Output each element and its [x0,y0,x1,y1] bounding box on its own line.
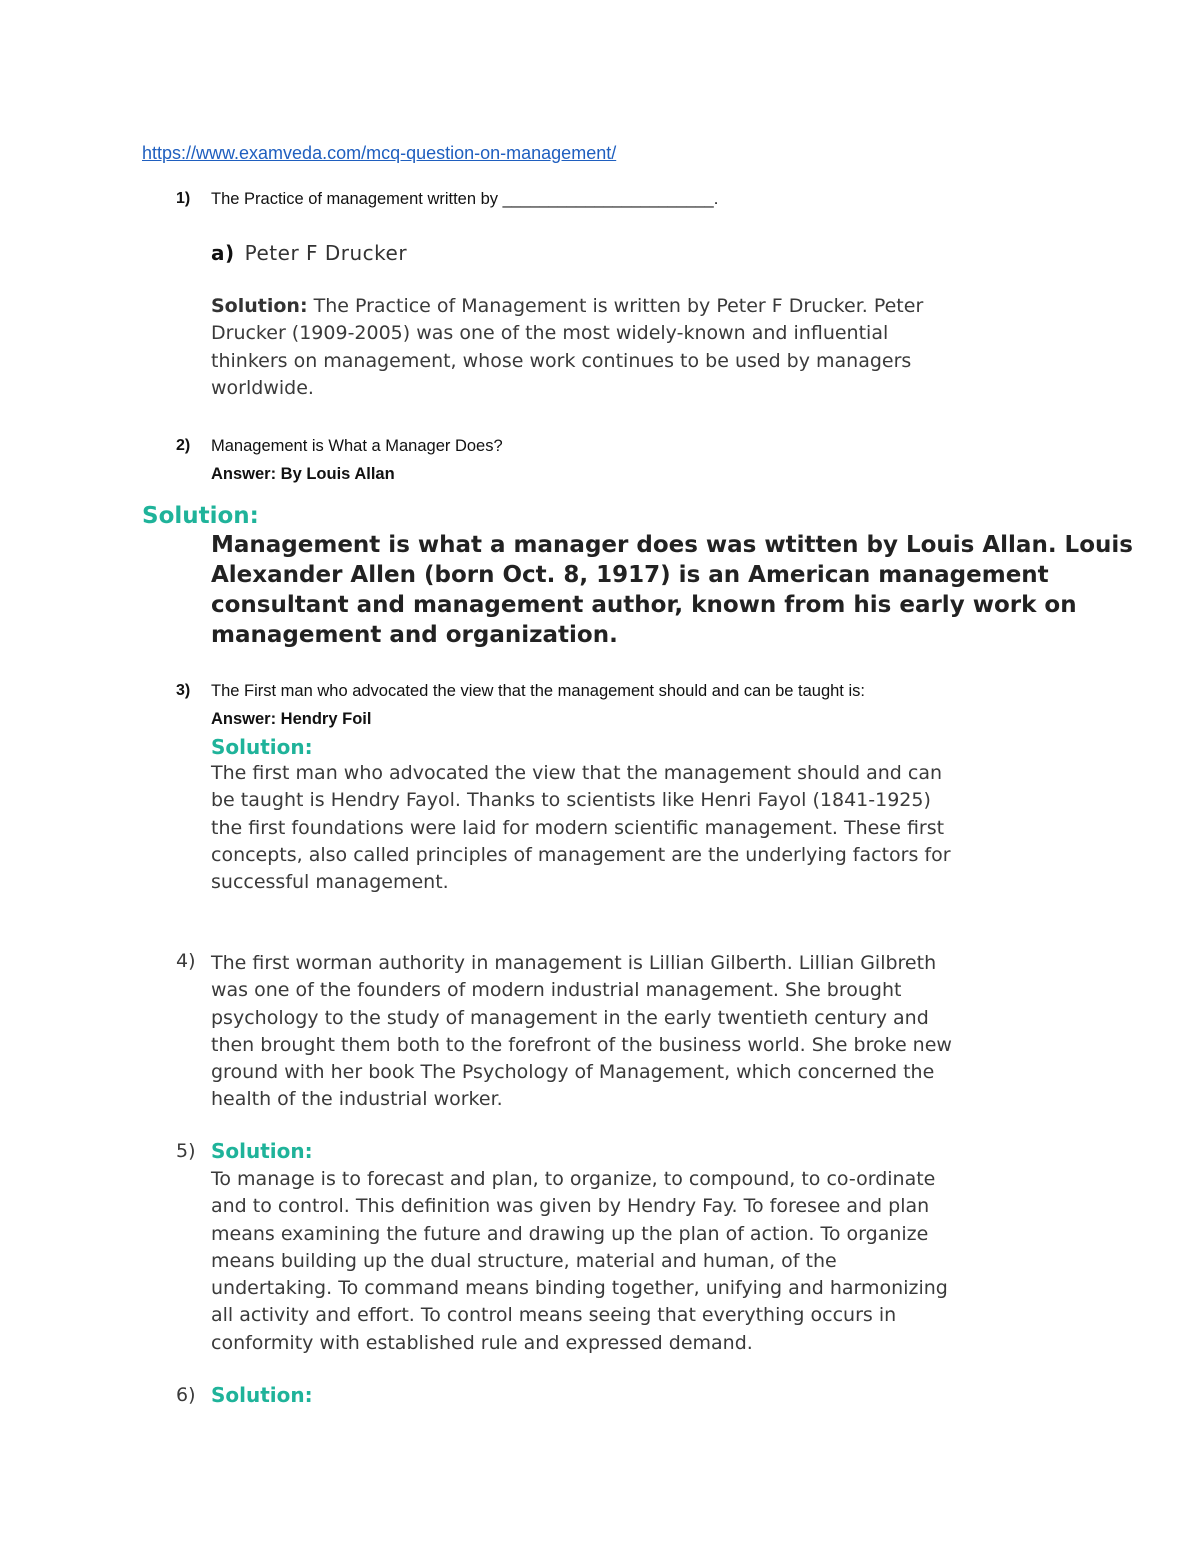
q4-text [211,950,952,1114]
q3-solution-line: the first foundations were laid for modern scientific management. These first [211,816,945,839]
q3-question: The First man who advocated the view that the management should and can be taught is: [211,682,865,700]
q4-line: ground with her book The Psychology of Management, which concerned the [211,1061,935,1084]
q1-solution-line: Drucker (1909-2005) was one of the most widely-known and influential [211,322,889,345]
q5-line: means building up the dual structure, material and human, of the [211,1249,837,1272]
q3-answer: Answer: Hendry Foil [211,710,372,728]
q2-solution-line: Alexander Allen (born Oct. 8, 1917) is an American management [211,562,1049,588]
q2-number: 2) [176,437,191,454]
q3-solution-line: concepts, also called principles of management are the underlying factors for [211,843,951,866]
q5-line: all activity and effort. To control means seeing that everything occurs in [211,1304,897,1327]
q2-answer: Answer: By Louis Allan [211,465,395,483]
q2-question: Management is What a Manager Does? [211,437,503,455]
q5-line: means examining the future and drawing up the plan of action. To organize [211,1222,929,1245]
q1-solution [211,293,923,402]
source-link[interactable]: https://www.examveda.com/mcq-question-on-management/ [142,143,617,163]
q6-number: 6) [176,1384,196,1406]
q2-solution-line: consultant and management author, known from his early work on [211,592,1077,618]
q2-solution-line: Management is what a manager does was wtitten by Louis Allan. Louis [211,532,1133,558]
q3-solution [211,760,951,896]
q2-solution-line: management and organization. [211,622,618,648]
q3-solution-line: The first man who advocated the view that the management should and can [211,762,942,784]
q5-line: undertaking. To command means binding together, unifying and harmonizing [211,1277,948,1300]
q4-line: psychology to the study of management in the early twentieth century and [211,1006,929,1029]
q6-solution-label: Solution: [211,1383,313,1407]
q2-solution-label: Solution: [142,503,259,529]
q1-solution-label: Solution: [211,295,308,317]
q3-solution-label: Solution: [211,735,313,759]
q5-line: and to control. This definition was given by Hendry Fay. To foresee and plan [211,1195,930,1218]
q5-solution-label: Solution: [211,1139,313,1163]
q4-line: then brought them both to the forefront of the business world. She broke new [211,1033,952,1056]
q4-number: 4) [176,950,196,972]
q1-solution-line: The Practice of Management is written by Peter F Drucker. Peter [307,295,924,317]
q4-line: was one of the founders of modern industrial management. She brought [211,979,902,1002]
q5-number: 5) [176,1140,196,1162]
q1-solution-line: thinkers on management, whose work continues to be used by managers [211,349,912,372]
q2-solution [211,530,1133,650]
q1-question: The Practice of management written by _______________________. [211,190,719,208]
q3-number: 3) [176,682,191,699]
q5-line: conformity with established rule and expressed demand. [211,1331,753,1354]
q1-option-letter: a) [211,241,235,265]
q1-option-text: Peter F Drucker [244,241,408,265]
q4-line: health of the industrial worker. [211,1088,503,1111]
q1-solution-line: worldwide. [211,376,314,399]
q3-solution-line: successful management. [211,871,449,894]
q5-line: To manage is to forecast and plan, to organize, to compound, to co-ordinate [211,1168,936,1190]
q1-option [211,241,407,265]
q1-number: 1) [176,190,191,207]
q4-line: The first worman authority in management is Lillian Gilberth. Lillian Gilbreth [211,952,937,974]
q3-solution-line: be taught is Hendry Fayol. Thanks to scientists like Henri Fayol (1841-1925) [211,789,931,812]
q5-text [211,1166,948,1357]
